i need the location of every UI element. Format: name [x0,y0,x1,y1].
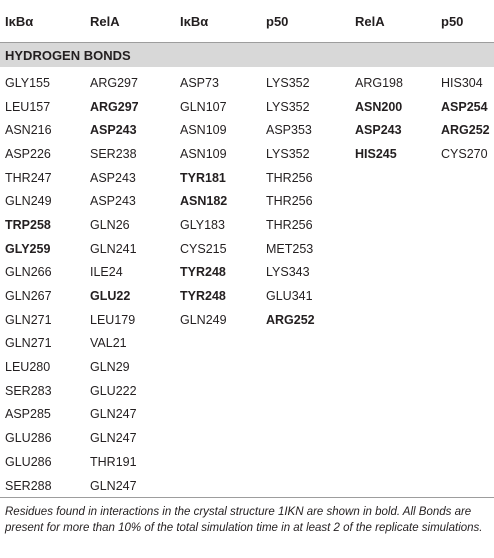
residue-cell [436,189,494,213]
residue-cell [175,403,261,427]
residue-cell [436,166,494,190]
header-row [0,0,494,43]
residue-cell: ARG252 [266,312,315,327]
residue-cell: ASN109 [180,123,227,138]
table-row [0,474,494,498]
residue-cell [175,474,261,498]
residue-cell [436,403,494,427]
residue-cell [436,355,494,379]
residue-cell [350,426,436,450]
residue-cell: ARG297 [90,75,138,90]
table-row [0,450,494,474]
residue-cell: MET253 [266,241,314,256]
residue-cell: GLN107 [180,99,227,114]
residue-cell [350,213,436,237]
residue-cell: TYR248 [180,265,226,280]
residue-cell: THR247 [5,170,52,185]
table-row [0,118,494,142]
residue-cell [175,355,261,379]
table-row [0,403,494,427]
residue-cell: ASP243 [90,170,136,185]
residue-cell [175,332,261,356]
residue-cell: CYS270 [441,146,488,161]
table-row [0,142,494,166]
residue-cell: ASP226 [5,146,51,161]
residue-cell: TYR248 [180,289,226,304]
residue-cell: ILE24 [90,265,123,280]
residue-cell [436,450,494,474]
residue-cell: GLN249 [180,312,227,327]
residue-cell: CYS215 [180,241,227,256]
residue-cell: GLU341 [266,289,313,304]
residue-cell: GLN249 [5,194,52,209]
residue-cell: SER288 [0,474,85,498]
residue-cell: ASP353 [266,123,312,138]
residue-cell: GLU22 [90,289,131,304]
residue-cell [436,261,494,285]
residue-cell: ASN216 [5,123,52,138]
table-row [0,332,494,356]
residue-cell: THR191 [90,454,137,469]
residue-cell [436,332,494,356]
residue-cell [175,379,261,403]
residue-cell: GLU222 [90,383,137,398]
residue-cell: GLY155 [5,75,50,90]
residue-cell [436,379,494,403]
col-header-ikba: IκBα [0,0,85,43]
residue-cell [436,237,494,261]
residue-cell: GLN241 [90,241,137,256]
residue-cell [350,474,436,498]
residue-cell [350,403,436,427]
table-row [0,213,494,237]
residue-cell [261,379,350,403]
residue-cell: ASN200 [355,99,403,114]
residue-cell: GLU286 [5,454,52,469]
residue-cell: TYR181 [180,170,226,185]
residue-cell: GLY183 [180,217,225,232]
residue-cell [261,450,350,474]
residue-cell [261,474,350,498]
table-row [0,237,494,261]
residue-cell: ARG252 [441,123,490,138]
residue-cell: ARG297 [90,99,139,114]
residue-cell [350,450,436,474]
residue-cell [175,426,261,450]
table-row [0,95,494,119]
residue-cell: GLN247 [85,474,175,498]
residue-cell: THR256 [266,194,313,209]
residue-cell: ASN182 [180,194,228,209]
residue-cell [350,284,436,308]
table-footnote: Residues found in interactions in the crystal structure 1IKN are shown in bold. All Bonds are present for more than 10% of the total simulation time in at least 2 of the replicate simulations. [5,506,483,534]
residue-cell [436,308,494,332]
table-row [0,189,494,213]
col-header-rela: RelA [350,0,436,43]
residue-cell [350,166,436,190]
residue-cell: GLN247 [90,407,137,422]
residue-cell: ASN109 [180,146,227,161]
residue-cell: GLN271 [5,312,52,327]
residue-cell: THR256 [266,170,313,185]
residue-cell: GLY259 [5,241,51,256]
residue-cell [436,284,494,308]
section-title: HYDROGEN BONDS [0,43,494,68]
residue-cell: ARG198 [355,75,403,90]
residue-cell [436,474,494,498]
residue-cell [436,213,494,237]
residue-cell: GLN29 [90,360,130,375]
residue-cell: HIS304 [441,75,483,90]
residue-cell [350,261,436,285]
residue-cell: ASP254 [441,99,488,114]
residue-cell: ASP243 [355,123,402,138]
residue-cell [175,450,261,474]
table-row [0,166,494,190]
residue-cell: GLN247 [90,431,137,446]
residue-cell: LYS352 [266,146,310,161]
residue-cell: ASP73 [180,75,219,90]
residue-cell [350,332,436,356]
residue-cell [261,403,350,427]
residue-cell: LYS343 [266,265,310,280]
residue-cell: VAL21 [90,336,127,351]
residue-cell [350,379,436,403]
residue-cell: LEU280 [5,360,51,375]
table-row [0,379,494,403]
col-header-ikba: IκBα [175,0,261,43]
residue-cell: GLU286 [5,431,52,446]
table-row [0,261,494,285]
col-header-p50: p50 [436,0,494,43]
residue-cell: SER238 [90,146,137,161]
col-header-p50: p50 [261,0,350,43]
residue-cell [261,355,350,379]
residue-cell [436,426,494,450]
section-row [0,43,494,68]
residue-cell: GLN266 [5,265,52,280]
residue-cell: THR256 [266,217,313,232]
table-row [0,308,494,332]
table-row [0,71,494,95]
residue-cell [261,426,350,450]
residue-cell: GLN267 [5,289,52,304]
residue-cell: LEU179 [90,312,136,327]
residue-cell: LYS352 [266,99,310,114]
residue-cell [261,332,350,356]
residue-cell: SER283 [5,383,52,398]
residue-cell: GLN271 [5,336,52,351]
residue-cell: LYS352 [266,75,310,90]
table-row [0,355,494,379]
residue-cell: HIS245 [355,146,397,161]
residue-cell: LEU157 [5,99,51,114]
residue-cell: ASP243 [90,123,137,138]
table-row [0,426,494,450]
table-row [0,284,494,308]
residue-cell [350,355,436,379]
residue-cell [350,237,436,261]
residue-cell [350,308,436,332]
residue-cell: ASP285 [5,407,51,422]
residue-cell: ASP243 [90,194,136,209]
residue-cell: GLN26 [90,217,130,232]
residue-cell [350,189,436,213]
residue-cell: TRP258 [5,217,51,232]
col-header-rela: RelA [85,0,175,43]
